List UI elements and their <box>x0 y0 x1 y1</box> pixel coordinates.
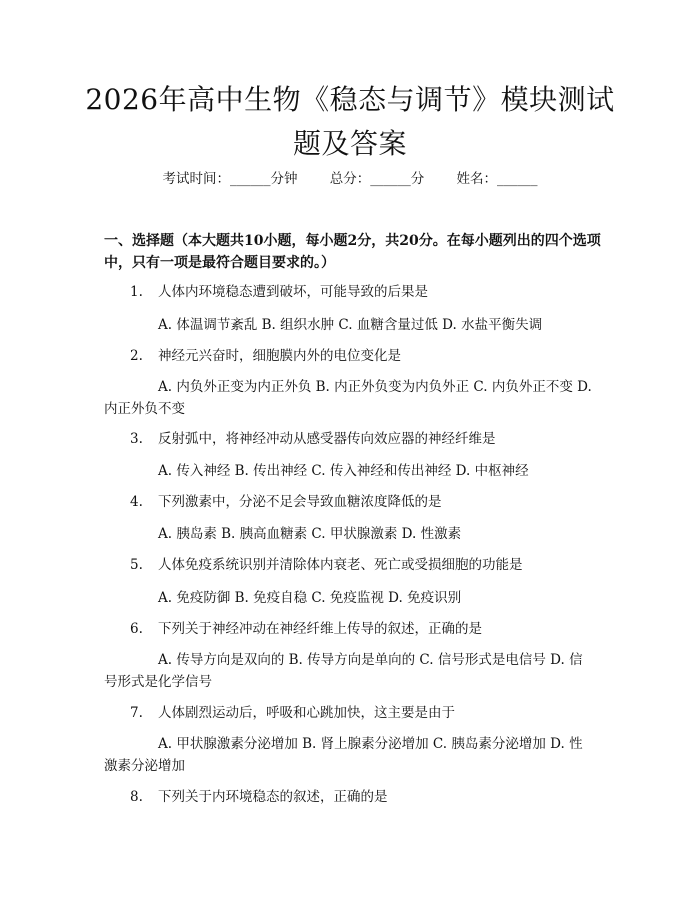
question-options: A. 传导方向是双向的 B. 传导方向是单向的 C. 信号形式是电信号 D. 信号形式是化学信号 <box>104 652 583 690</box>
question-number: 8. <box>130 789 143 805</box>
question-options: A. 胰岛素 B. 胰高血糖素 C. 甲状腺激素 D. 性激素 <box>158 526 462 542</box>
question-number: 4. <box>130 494 143 510</box>
question-stem <box>130 555 600 575</box>
question-number: 1. <box>130 284 143 300</box>
question-options: A. 免疫防御 B. 免疫自稳 C. 免疫监视 D. 免疫识别 <box>158 590 462 606</box>
question-stem <box>130 429 600 449</box>
question-stem <box>130 619 600 639</box>
question-number: 5. <box>130 557 143 573</box>
question-stem <box>130 703 600 723</box>
question-options: A. 传入神经 B. 传出神经 C. 传入神经和传出神经 D. 中枢神经 <box>158 463 529 479</box>
question-text: 人体内环境稳态遭到破坏，可能导致的后果是 <box>158 284 428 300</box>
student-name-field: 姓名：______ <box>456 171 538 187</box>
question-options: A. 体温调节紊乱 B. 组织水肿 C. 血糖含量过低 D. 水盐平衡失调 <box>158 317 543 333</box>
question-text: 下列激素中，分泌不足会导致血糖浓度降低的是 <box>158 494 442 510</box>
question-stem <box>130 492 600 512</box>
question-stem <box>130 282 600 302</box>
exam-info <box>0 170 700 188</box>
question-number: 3. <box>130 431 143 447</box>
question-stem <box>130 346 600 366</box>
question-text: 人体剧烈运动后，呼吸和心跳加快，这主要是由于 <box>158 705 455 721</box>
question-number: 7. <box>130 705 143 721</box>
question-options: A. 内负外正变为内正外负 B. 内正外负变为内负外正 C. 内负外正不变 D. 内正外负不变 <box>104 379 592 417</box>
question-text: 人体免疫系统识别并清除体内衰老、死亡或受损细胞的功能是 <box>158 557 523 573</box>
document-title: 2026年高中生物《稳态与调节》模块测试题及答案 <box>85 83 615 160</box>
question-text: 下列关于神经冲动在神经纤维上传导的叙述，正确的是 <box>158 621 482 637</box>
question-stem <box>130 787 600 807</box>
question-number: 2. <box>130 348 143 364</box>
section-heading: 一、选择题（本大题共10小题，每小题2分，共20分。在每小题列出的四个选项中，只有一项是最符合题目要求的。） <box>104 233 601 271</box>
question-text: 神经元兴奋时，细胞膜内外的电位变化是 <box>158 348 401 364</box>
total-score-field: 总分：______分 <box>329 171 425 187</box>
question-options: A. 甲状腺激素分泌增加 B. 肾上腺素分泌增加 C. 胰岛素分泌增加 D. 性激素分泌增加 <box>104 736 583 774</box>
question-number: 6. <box>130 621 143 637</box>
question-text: 反射弧中，将神经冲动从感受器传向效应器的神经纤维是 <box>158 431 496 447</box>
exam-time-field: 考试时间：______分钟 <box>162 171 298 187</box>
question-text: 下列关于内环境稳态的叙述，正确的是 <box>158 789 388 805</box>
